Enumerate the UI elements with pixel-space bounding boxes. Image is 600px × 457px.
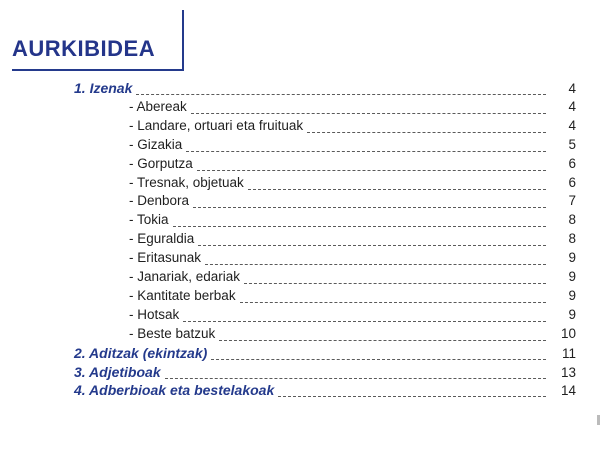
toc-leader-dashes — [183, 320, 546, 322]
toc-page-number: 14 — [560, 383, 576, 399]
toc-leader-dashes — [240, 301, 546, 303]
toc-page-number: 8 — [568, 231, 576, 247]
toc-entry-label: - Hotsak — [129, 306, 180, 322]
toc-subentry-row — [129, 326, 576, 344]
toc-entry-label: - Landare, ortuari eta fruituak — [129, 117, 304, 133]
toc-leader-dashes — [219, 339, 546, 341]
toc-leader-dashes — [198, 244, 546, 246]
toc-leader-dashes — [244, 282, 546, 284]
toc-chapter-row — [74, 80, 576, 98]
toc-entry-label: - Eguraldia — [129, 231, 195, 247]
toc-page-number: 5 — [568, 136, 576, 152]
toc-subentry-row — [129, 288, 576, 306]
title-frame — [12, 10, 184, 71]
toc-leader-dashes — [165, 377, 546, 379]
toc-leader-dashes — [248, 188, 546, 190]
toc-leader-dashes — [173, 225, 546, 227]
toc-leader-dashes — [197, 169, 546, 171]
toc-entry-label: - Kantitate berbak — [129, 287, 236, 303]
toc-page-number: 9 — [568, 306, 576, 322]
toc-entry-label: - Janariak, edariak — [129, 269, 241, 284]
toc-entry-label: 4. Adberbioak eta bestelakoak — [74, 382, 275, 399]
toc-page-number: 13 — [560, 364, 576, 380]
toc-subentry-row — [129, 212, 576, 230]
toc-entry-label: - Denbora — [129, 193, 190, 209]
toc-leader-dashes — [193, 206, 546, 208]
toc-subentry-row — [129, 118, 576, 136]
toc-entry-label: - Tresnak, objetuak — [129, 174, 244, 190]
toc-subentry-row — [129, 193, 576, 211]
toc-entry-label: - Gizakia — [129, 136, 183, 152]
toc-leader-dashes — [136, 93, 546, 95]
toc-leader-dashes — [186, 150, 546, 152]
toc-page-number: 9 — [568, 287, 576, 303]
toc-subentry-row — [129, 250, 576, 268]
toc-page-number: 10 — [560, 325, 576, 341]
toc-leader-dashes — [205, 263, 546, 265]
toc-entry-label: 2. Aditzak (ekintzak) — [74, 344, 208, 361]
toc-page-number: 6 — [568, 155, 576, 171]
toc-page-number: 8 — [568, 212, 576, 228]
toc-page-number: 7 — [568, 193, 576, 209]
toc-page-number: 4 — [568, 98, 576, 114]
toc-entry-label: - Abereak — [129, 98, 187, 114]
toc-page-number: 9 — [568, 269, 576, 284]
toc-page-number: 9 — [568, 250, 576, 266]
toc-leader-dashes — [278, 395, 546, 397]
toc-page-number: 6 — [568, 174, 576, 190]
toc-subentry-row — [129, 137, 576, 155]
toc-chapter-row — [74, 345, 576, 363]
toc-subentry-row — [129, 156, 576, 174]
toc-page-number: 11 — [561, 345, 576, 361]
toc-subentry-row — [129, 175, 576, 193]
toc-chapter-row — [74, 382, 576, 400]
toc-entry-label: - Tokia — [129, 212, 169, 228]
toc-subentry-row — [129, 307, 576, 325]
toc-subentry-row — [129, 99, 576, 117]
page-title: AURKIBIDEA — [12, 36, 156, 61]
toc-subentry-row — [129, 231, 576, 249]
toc-page-number: 4 — [568, 117, 576, 133]
toc-leader-dashes — [211, 358, 546, 360]
toc-entry-label: - Eritasunak — [129, 250, 202, 266]
toc-entry-label: - Beste batzuk — [129, 325, 216, 341]
toc-entry-label: - Gorputza — [129, 155, 193, 171]
toc-entry-label: 1. Izenak — [74, 80, 133, 96]
toc-page-number: 4 — [568, 81, 576, 96]
toc-leader-dashes — [307, 131, 546, 133]
toc-entry-label: 3. Adjetiboak — [74, 363, 161, 380]
toc-subentry-row — [129, 269, 576, 287]
toc-leader-dashes — [191, 112, 546, 114]
toc-chapter-row — [74, 364, 576, 382]
